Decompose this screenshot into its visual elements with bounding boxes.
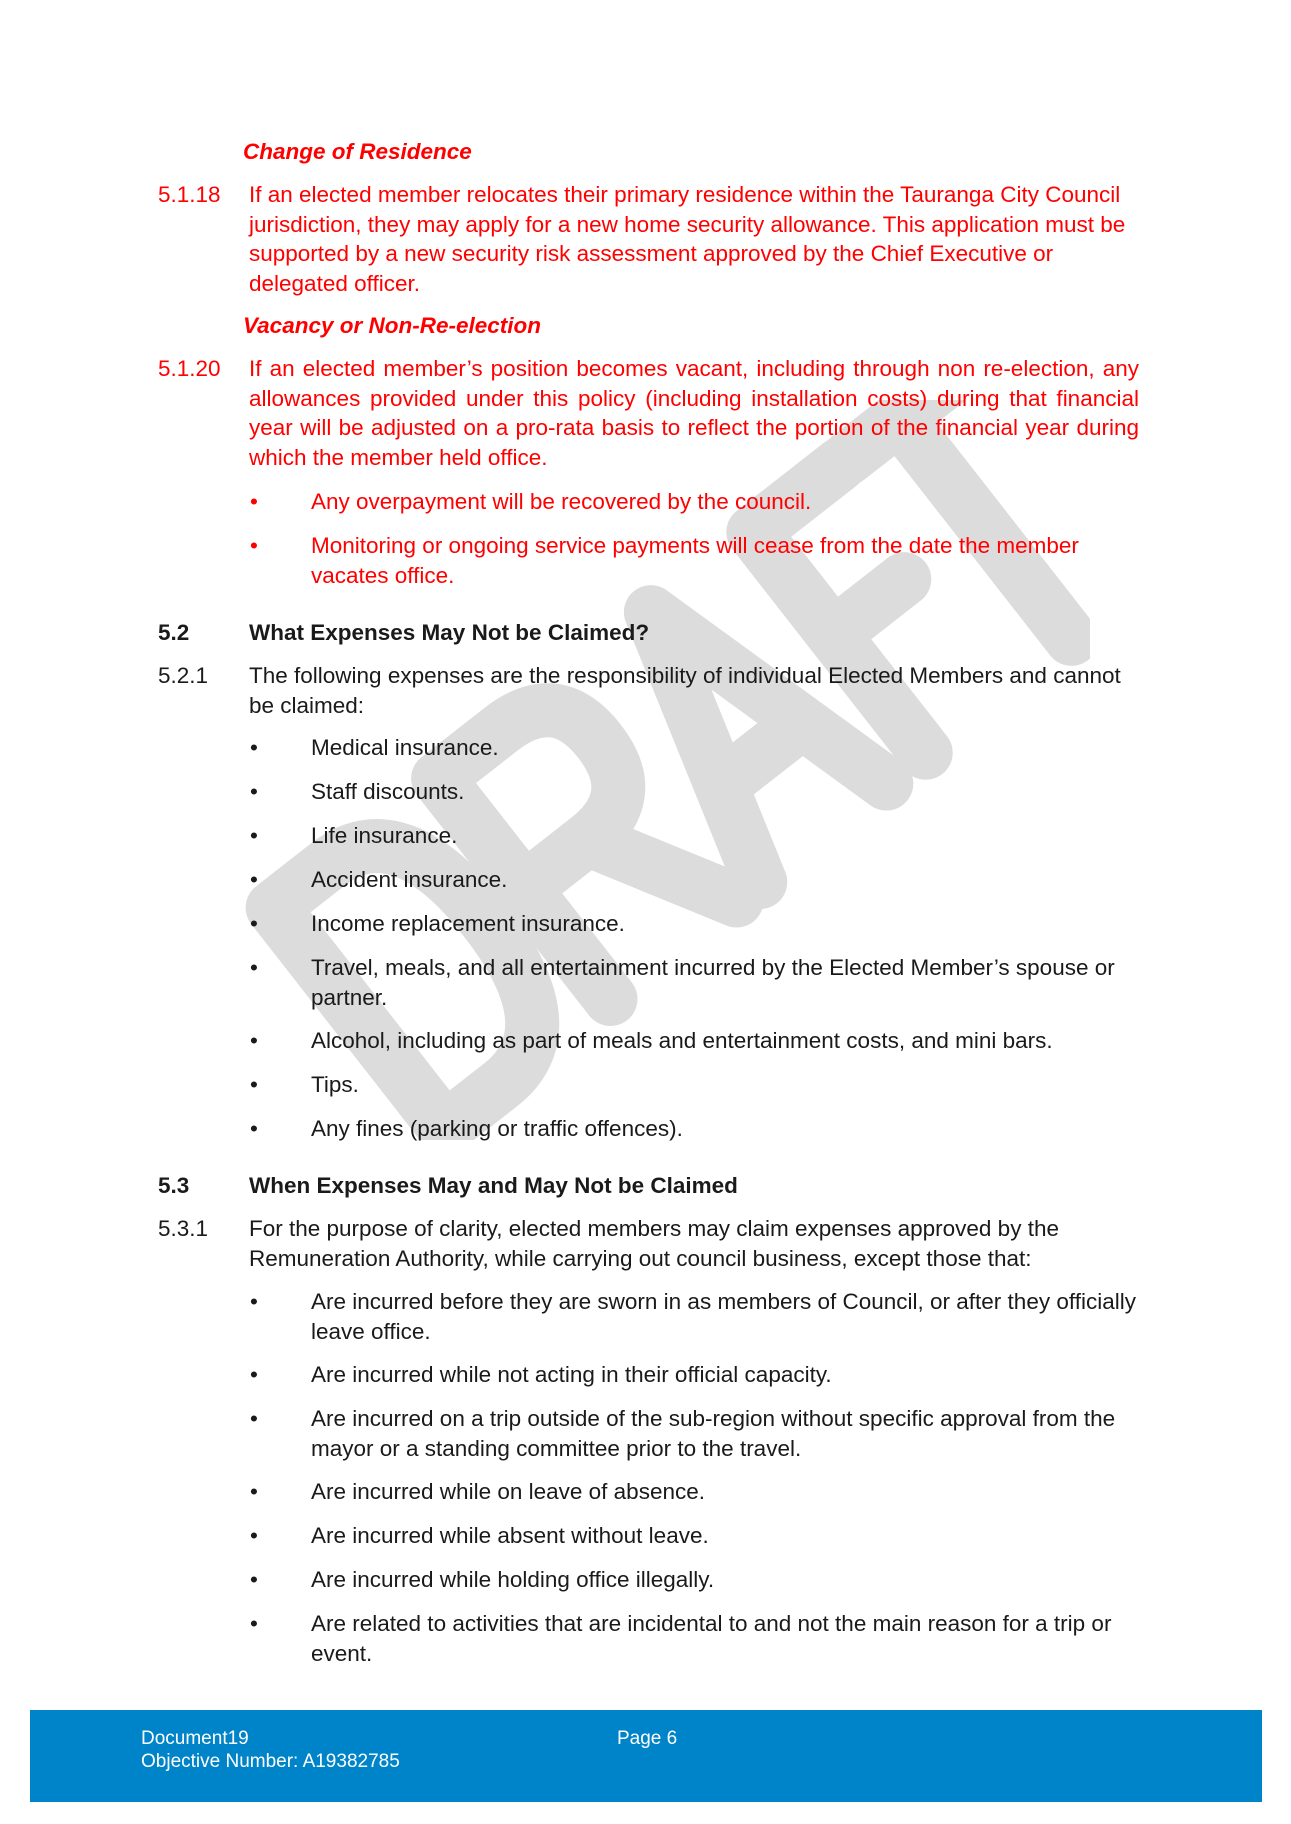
bullet-marker: •: [250, 1028, 258, 1053]
section-number: 5.2: [158, 620, 190, 645]
bullet-marker: •: [250, 1611, 258, 1636]
list-item: Medical insurance.: [311, 735, 499, 760]
list-item: Are incurred while absent without leave.: [311, 1523, 709, 1548]
bullet-marker: •: [250, 779, 258, 804]
subheading-vacancy: Vacancy or Non-Re-election: [243, 313, 541, 338]
list-item: Tips.: [311, 1072, 359, 1097]
section-title: What Expenses May Not be Claimed?: [249, 620, 650, 645]
list-item: Are incurred while not acting in their official capacity.: [311, 1362, 832, 1387]
clause-text: The following expenses are the responsibility of individual Elected Members and cannot be claimed:: [249, 663, 1121, 718]
objective-number: Objective Number: A19382785: [141, 1751, 400, 1772]
bullet-marker: •: [250, 1567, 258, 1592]
list-item: Any overpayment will be recovered by the council.: [311, 489, 812, 514]
bullet-marker: •: [250, 955, 258, 980]
bullet-marker: •: [250, 1289, 258, 1314]
page-number: Page 6: [617, 1728, 678, 1749]
list-item: Accident insurance.: [311, 867, 508, 892]
list-item: Are incurred before they are sworn in as members of Council, or after they officially leave office.: [311, 1289, 1136, 1344]
bullet-marker: •: [250, 533, 258, 558]
page-footer: [30, 1710, 1262, 1802]
list-item: Income replacement insurance.: [311, 911, 625, 936]
list-item: Travel, meals, and all entertainment incurred by the Elected Member’s spouse or partner.: [311, 955, 1115, 1010]
clause-text: If an elected member relocates their primary residence within the Tauranga City Council jurisdiction, they may apply for a new home security allowance. This application must be supported by a new security risk assessment approved by the Chief Executive or delegated officer.: [249, 182, 1126, 296]
clause-number: 5.1.18: [158, 182, 221, 207]
document-name: Document19: [141, 1728, 249, 1749]
bullet-marker: •: [250, 735, 258, 760]
bullet-marker: •: [250, 489, 258, 514]
list-item: Are incurred while holding office illegally.: [311, 1567, 715, 1592]
bullet-marker: •: [250, 1072, 258, 1097]
bullet-marker: •: [250, 1523, 258, 1548]
bullet-marker: •: [250, 1362, 258, 1387]
subheading-change-of-residence: Change of Residence: [243, 139, 472, 164]
bullet-marker: •: [250, 1479, 258, 1504]
list-item: Any fines (parking or traffic offences).: [311, 1116, 683, 1141]
bullet-marker: •: [250, 867, 258, 892]
bullet-marker: •: [250, 823, 258, 848]
bullet-marker: •: [250, 1406, 258, 1431]
list-item: Are incurred on a trip outside of the sub-region without specific approval from the mayor or a standing committee prior to the travel.: [311, 1406, 1116, 1461]
section-title: When Expenses May and May Not be Claimed: [249, 1173, 738, 1198]
list-item: Alcohol, including as part of meals and entertainment costs, and mini bars.: [311, 1028, 1053, 1053]
list-item: Monitoring or ongoing service payments will cease from the date the member vacates office.: [311, 533, 1079, 588]
clause-text: If an elected member’s position becomes vacant, including through non re-election, any allowances provided under this policy (including installation costs) during that financial year will be adjusted on a pro-rata basis to reflect the portion of the financial year during which the member held office.: [249, 356, 1139, 470]
clause-text: For the purpose of clarity, elected members may claim expenses approved by the Remuneration Authority, while carrying out council business, except those that:: [249, 1216, 1059, 1271]
section-number: 5.3: [158, 1173, 190, 1198]
clause-number: 5.2.1: [158, 663, 209, 688]
list-item: Life insurance.: [311, 823, 458, 848]
list-item: Staff discounts.: [311, 779, 465, 804]
list-item: Are related to activities that are incidental to and not the main reason for a trip or event.: [311, 1611, 1112, 1666]
bullet-marker: •: [250, 911, 258, 936]
bullet-marker: •: [250, 1116, 258, 1141]
list-item: Are incurred while on leave of absence.: [311, 1479, 705, 1504]
clause-number: 5.1.20: [158, 356, 221, 381]
clause-number: 5.3.1: [158, 1216, 209, 1241]
